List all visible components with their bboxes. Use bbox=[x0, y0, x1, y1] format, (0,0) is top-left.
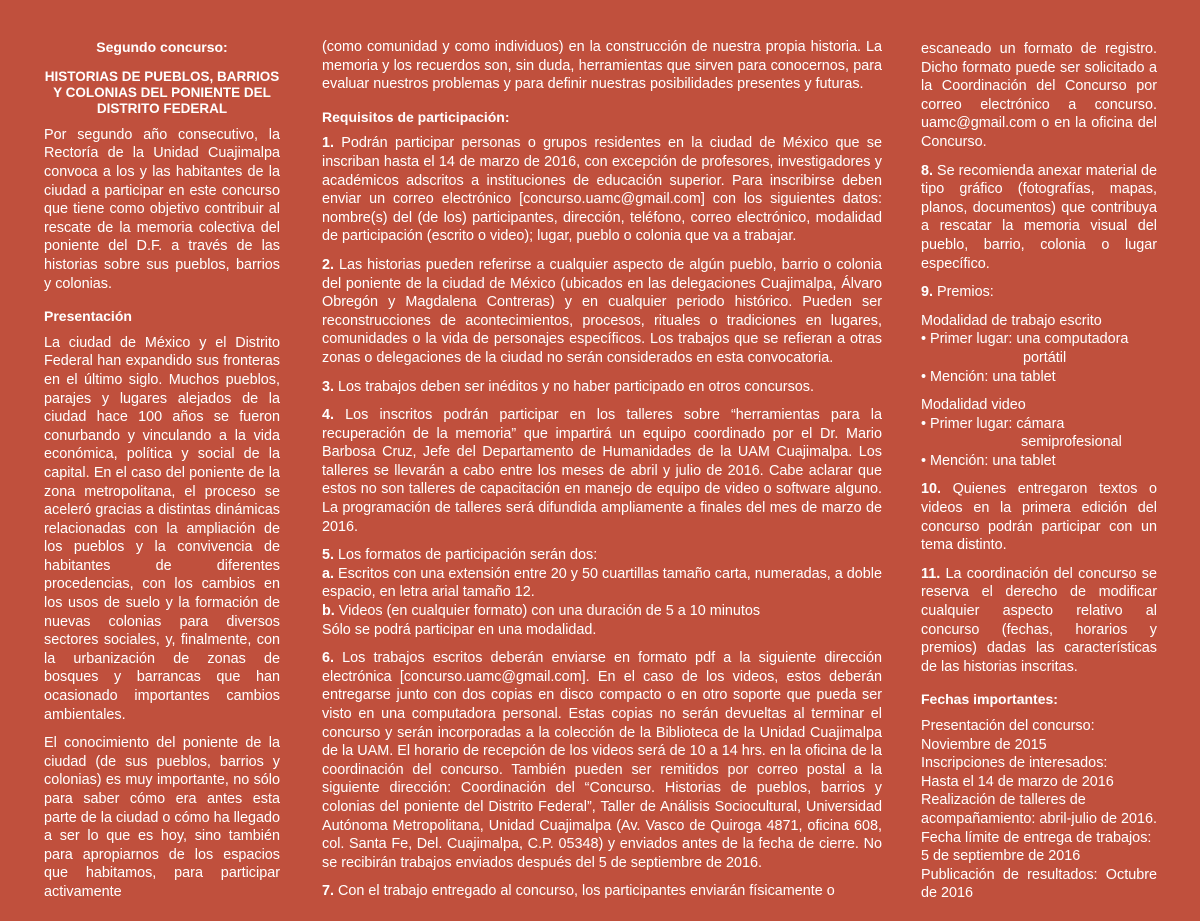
requisito-text: Los inscritos podrán participar en los talleres sobre “herramientas para la recuperación de la memoria” que impartirá un equipo coordinado por el Dr. Mario Barbosa Cruz, Jefe del Departamento de Humanidades de la UAM Cuajimalpa. Los talleres se llevarán a cabo entre los meses de abril y julio de 2016. Cabe aclarar que estos no son talleres de capacitación en manejo de equipo de video o software alguno. La programación de talleres será difundida ampliamente a finales del mes de marzo de 2016. bbox=[322, 407, 883, 535]
continued-paragraph: escaneado un formato de registro. Dicho formato puede ser solicitado a la Coordinación del Concurso por correo electrónico a concurso. uamc@gmail.com o en la oficina del Concurso. bbox=[921, 41, 1157, 150]
requisito-3 bbox=[322, 378, 882, 397]
presentacion-paragraph-1: La ciudad de México y el Distrito Federal han expandido sus fronteras en el último siglo. Muchos pueblos, parajes y lugares alejados de la ciudad hace 100 años se fueron conurbando y vinculando a la vida económica, política y social de la capital. En el caso del poniente de la zona metropolitana, el proceso se aceleró gracias a distintas dinámicas relacionadas con la ampliación de los pueblos y la convivencia de habitantes de diferentes procedencias, con los cambios en los usos de suelo y la formación de nuevas colonias para diversos sectores sociales, y, finalmente, con la urbanización de zonas de bosques y barrancas que han ocasionado importantes cambios ambientales. bbox=[44, 334, 280, 723]
presentacion-paragraph-2: El conocimiento del poniente de la ciudad (de sus pueblos, barrios y colonias) es muy importante, no sólo para saber cómo era antes esta parte de la ciudad o cómo ha llegado a ser lo que es hoy, sino también para apropiarnos de los espacios que habitamos, para participar activamente bbox=[44, 735, 281, 900]
fechas-list bbox=[921, 717, 1157, 903]
premios-escrito bbox=[921, 312, 1157, 386]
presentacion-heading: Presentación bbox=[44, 308, 132, 325]
fecha-label: Presentación del concurso: bbox=[921, 718, 1095, 734]
fecha-value: acompañamiento: abril-julio de 2016. bbox=[921, 810, 1157, 827]
requisito-text: Premios: bbox=[937, 284, 994, 301]
modalidad-escrito-heading: Modalidad de trabajo escrito bbox=[921, 312, 1102, 329]
fecha-resultados: Publicación de resultados: Octubre de 2016 bbox=[921, 866, 1157, 902]
requisito-sub-letter: b. bbox=[322, 603, 335, 620]
fecha-label: Fecha límite de entrega de trabajos: bbox=[921, 829, 1152, 846]
requisitos-heading: Requisitos de participación: bbox=[322, 108, 510, 125]
requisito-sub-text: Escritos con una extensión entre 20 y 50 cuartillas tamaño carta, numeradas, a doble espacio, en letra arial tamaño 12. bbox=[322, 565, 882, 601]
requisito-text: Se recomienda anexar material de tipo gráfico (fotografías, mapas, planos, documentos) que contribuya a rescatar la memoria visual del pueblo, barrio, colonia o lugar específico. bbox=[921, 162, 1157, 272]
premio-primer-lugar-cont: semiprofesional bbox=[1021, 434, 1122, 451]
requisito-number: 11. bbox=[921, 565, 941, 582]
requisito-sub-letter: a. bbox=[322, 565, 335, 582]
requisito-number: 1. bbox=[322, 135, 335, 152]
contest-label: Segundo concurso: bbox=[96, 39, 228, 55]
requisito-5 bbox=[322, 546, 882, 639]
premio-mencion: • Mención: una tablet bbox=[921, 368, 1056, 385]
requisito-10 bbox=[921, 480, 1157, 554]
requisito-number: 6. bbox=[322, 650, 335, 667]
requisito-text: Los trabajos deben ser inéditos y no haber participado en otros concursos. bbox=[338, 378, 814, 395]
requisito-number: 5. bbox=[322, 547, 335, 564]
premio-primer-lugar: • Primer lugar: cámara bbox=[921, 415, 1065, 432]
requisito-1 bbox=[322, 134, 882, 246]
requisito-8 bbox=[921, 162, 1157, 274]
column-right bbox=[921, 40, 1157, 903]
premio-mencion: • Mención: una tablet bbox=[921, 452, 1056, 469]
requisito-number: 3. bbox=[322, 378, 335, 395]
continued-paragraph: (como comunidad y como individuos) en la construcción de nuestra propia historia. La memoria y los recuerdos son, sin duda, herramientas que sirven para conocernos, para evaluar nuestros problemas y para definir nuestras posibilidades presentes y futuras. bbox=[322, 39, 882, 93]
fecha-value: 5 de septiembre de 2016 bbox=[921, 848, 1081, 865]
requisito-text: Las historias pueden referirse a cualquier aspecto de algún pueblo, barrio o colonia del poniente de la ciudad de México (ubicados en las delegaciones Cuajimalpa, Álvaro Obregón y Magdalena Contreras) y en cualquier periodo histórico. Pueden ser reconstrucciones de acontecimientos, procesos, rituales o tradiciones en lugares, comunidades o la vida de personajes específicos. Los trabajos que se refieran a otras zonas o delegaciones de la ciudad no serán considerados en esta convocatoria. bbox=[322, 256, 882, 366]
requisito-sub-text: Videos (en cualquier formato) con una duración de 5 a 10 minutos bbox=[338, 603, 761, 620]
requisito-2 bbox=[322, 256, 882, 368]
requisito-number: 2. bbox=[322, 256, 335, 273]
premios-video bbox=[921, 396, 1157, 470]
requisito-number: 8. bbox=[921, 162, 934, 179]
column-middle bbox=[322, 38, 882, 911]
contest-title: HISTORIAS DE PUEBLOS, BARRIOS Y COLONIAS DEL PONIENTE DEL DISTRITO FEDERAL bbox=[44, 68, 280, 117]
requisito-4 bbox=[322, 406, 882, 536]
requisito-text: Los trabajos escritos deberán enviarse en formato pdf a la siguiente dirección electrónica [concurso.uamc@gmail.com]. En el caso de los videos, estos deberán entregarse junto con dos copias en disco compacto o en otro soporte que pueda ser visto en una computadora personal. Estas copias no serán devueltas al terminar el concurso y serán incorporadas a la colección de la Biblioteca de la Unidad Cuajimalpa de la UAM. El horario de recepción de los videos será de 10 a 14 hrs. en la oficina de la coordinación del concurso. También pueden ser remitidos por correo postal a la siguiente dirección: Coordinación del “Concurso. Historias de pueblos, barrios y colonias del poniente del Distrito Federal”, Taller de Análisis Sociocultural, Universidad Autónoma Metropolitana, Unidad Cuajimalpa (Av. Vasco de Quiroga 4871, oficina 608, col. Santa Fe, Del. Cuajimalpa, C.P. 05348) y enviados antes de la fecha de cierre. No se recibirán trabajos enviados después del 5 de septiembre de 2016. bbox=[322, 650, 882, 871]
column-left bbox=[44, 38, 280, 912]
fecha-label: Realización de talleres de bbox=[921, 792, 1086, 809]
requisito-text: La coordinación del concurso se reserva el derecho de modificar cualquier aspecto relativo al concurso (fechas, horarios y premios) dadas las características de las historias inscritas. bbox=[921, 565, 1157, 675]
requisito-number: 9. bbox=[921, 284, 934, 301]
requisito-6 bbox=[322, 649, 882, 872]
fecha-value: Noviembre de 2015 bbox=[921, 736, 1047, 753]
premio-primer-lugar: • Primer lugar: una computadora bbox=[921, 331, 1129, 348]
requisito-note: Sólo se podrá participar en una modalidad. bbox=[322, 621, 597, 638]
requisito-number: 10. bbox=[921, 481, 942, 498]
requisito-text: Con el trabajo entregado al concurso, los participantes enviarán físicamente o bbox=[338, 883, 835, 900]
fecha-value: Hasta el 14 de marzo de 2016 bbox=[921, 773, 1114, 790]
requisito-7 bbox=[322, 882, 882, 901]
requisito-text: Los formatos de participación serán dos: bbox=[338, 547, 598, 564]
requisito-9 bbox=[921, 283, 1157, 302]
fecha-label: Inscripciones de interesados: bbox=[921, 755, 1108, 772]
modalidad-video-heading: Modalidad video bbox=[921, 397, 1026, 414]
premio-primer-lugar-cont: portátil bbox=[1023, 349, 1067, 366]
intro-paragraph: Por segundo año consecutivo, la Rectoría de la Unidad Cuajimalpa convoca a los y las habitantes de la ciudad a participar en este concurso que tiene como objetivo contribuir al rescate de la memoria colectiva del poniente del D.F. a través de las historias sobre sus pueblos, barrios y colonias. bbox=[44, 126, 280, 292]
requisito-11 bbox=[921, 565, 1157, 677]
requisito-text: Podrán participar personas o grupos residentes en la ciudad de México que se inscriban hasta el 14 de marzo de 2016, con excepción de profesores, investigadores y académicos adscritos a instituciones de educación superior. Para inscribirse deben enviar un correo electrónico [concurso.uamc@gmail.com] con los siguientes datos: nombre(s) del (de los) participantes, dirección, teléfono, correo electrónico, modalidad de participación (escrito o video); lugar, pueblo o colonia que va a trabajar. bbox=[322, 135, 882, 245]
fechas-heading: Fechas importantes: bbox=[921, 691, 1058, 708]
requisito-number: 7. bbox=[322, 883, 335, 900]
requisito-number: 4. bbox=[322, 407, 335, 424]
requisito-text: Quienes entregaron textos o videos en la primera edición del concurso podrán participar con un tema distinto. bbox=[921, 481, 1157, 554]
